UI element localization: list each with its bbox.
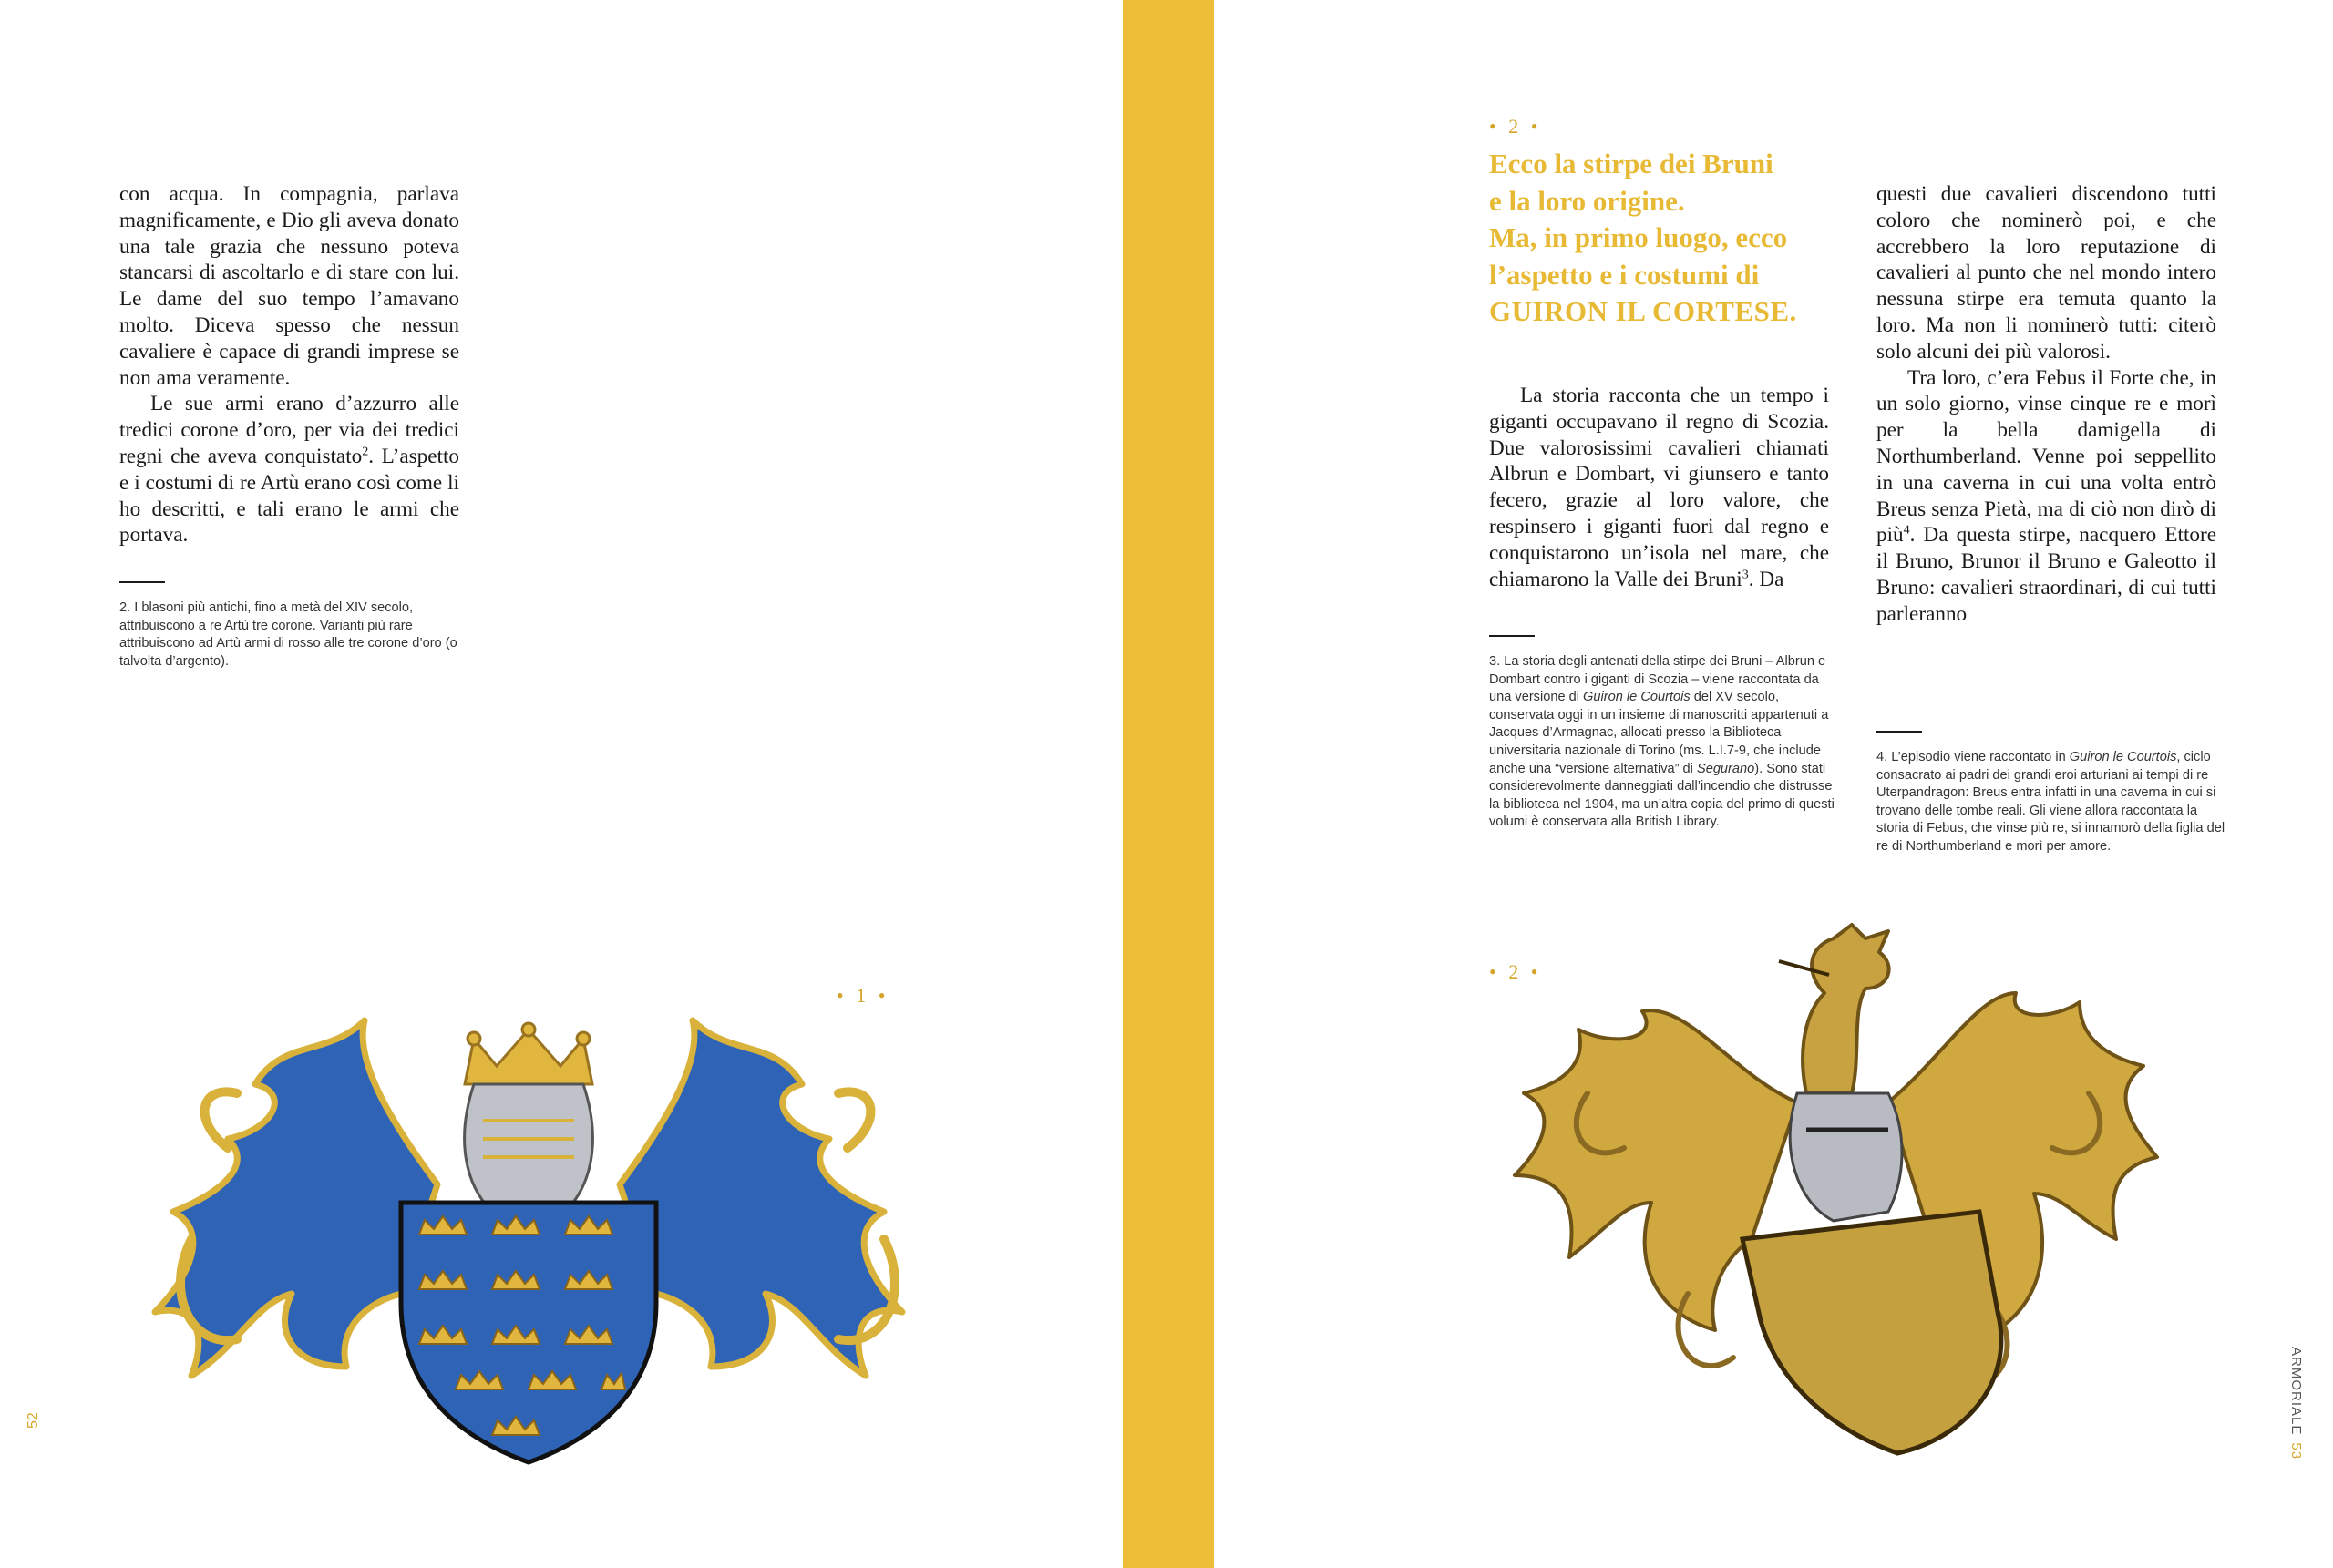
heading-line-4: l’aspetto e i costumi di — [1489, 258, 1760, 291]
footnote-ref-3[interactable]: 3 — [1742, 567, 1749, 581]
left-paragraph-1: con acqua. In compagnia, parlava magnificamente, e Dio gli aveva donato una tale grazia che nessuno poteva stancarsi di ascoltarlo e di stare con lui. Le dame del suo tempo l’amavano molto. Diceva spesso che nessun cavaliere è capace di grandi imprese se non ama veramente. — [119, 182, 459, 390]
coat-of-arms-arthur — [137, 1002, 939, 1467]
left-paragraph-2 — [119, 391, 459, 548]
coat-of-arms-guiron — [1506, 911, 2162, 1458]
right-column-2-paragraph-2-b: . Da questa stirpe, nacquero Ettore il Bruno, Brunor il Bruno e Galeotto il Bruno: cavalieri straordinari, di cui tutti parleranno — [1876, 523, 2216, 626]
footnote-4-title: Guiron le Courtois — [2069, 750, 2177, 764]
footnote-rule-2 — [119, 581, 165, 583]
right-column-1-text — [1489, 383, 1829, 592]
footnote-3-text-c: ). Sono stati considerevolmente danneggiati dall’incendio che distrusse la biblioteca nel 1904, ma un’altra copia del primo di questi volumi è conservata alla British Library. — [1489, 761, 1835, 830]
footnote-ref-4[interactable]: 4 — [1903, 523, 1910, 538]
right-page — [1214, 0, 2333, 1568]
page-number-right: 53 — [2288, 1442, 2304, 1460]
left-paragraph-3: L’aspetto e i costumi di re Artù erano così come li ho descritti, e tali erano le armi che portava. — [119, 444, 459, 548]
helmet — [1790, 1093, 1902, 1221]
left-paragraph-2-tail: . — [368, 444, 375, 468]
footnote-4-text-b: , ciclo consacrato ai padri dei grandi eroi arturiani ai tempi di re Uterpandragon: Breus entra infatti in una caverna in cui si trovano delle tombe reali. Gli viene allora raccontata la storia di Febus, che vinse più re, si innamorò della figlia del re di Northumberland e morì per amore. — [1876, 750, 2225, 854]
shield-or — [1742, 1212, 2001, 1453]
footnote-3-text-a: 3. La storia degli antenati della stirpe dei Bruni – Albrun e Dombart contro i giganti di Scozia – viene raccontata da una versione di — [1489, 654, 1826, 705]
footnote-rule-3 — [1489, 635, 1535, 637]
heading-line-2: e la loro origine. — [1489, 184, 1685, 217]
heading-line-1: Ecco la stirpe dei Bruni — [1489, 148, 1773, 179]
right-column-2-text — [1876, 181, 2216, 628]
right-column-1-paragraph — [1489, 383, 1829, 592]
right-column-2-paragraph-1: questi due cavalieri discendono tutti coloro che nominerò poi, e che accrebbero la loro reputazione di cavalieri al punto che nel mondo intero nessuna stirpe era temuta quanto la loro. Ma non li nominerò tutti: citerò solo alcuni dei più valorosi. — [1876, 182, 2216, 364]
helmet — [465, 1084, 593, 1212]
footnote-3-title-1: Guiron le Courtois — [1583, 690, 1691, 705]
right-column-2-paragraph-2-a: Tra loro, c’era Febus il Forte che, in un solo giorno, vinse cinque re e morì per la bella damigella di Northumberland. Venne poi seppellito in una caverna in cui una volta entrò Breus senza Pietà, ma di ciò non dirò di più — [1876, 365, 2216, 548]
footnote-3 — [1489, 653, 1835, 832]
dragon-crest — [1779, 925, 1889, 1093]
section-heading — [1489, 146, 1872, 331]
right-column-1-text-b: . Da — [1748, 567, 1784, 591]
running-head — [2288, 1347, 2304, 1460]
crown-crest — [465, 1023, 592, 1084]
page-number-left: 52 — [26, 1412, 41, 1429]
heading-line-3: Ma, in primo luogo, ecco — [1489, 221, 1788, 253]
footnote-4-text-a: 4. L’episodio viene raccontato in — [1876, 750, 2070, 764]
section-marker-2: • 2 • — [1489, 115, 1542, 138]
footnote-4 — [1876, 749, 2227, 856]
heading-line-5: GUIRON IL CORTESE. — [1489, 295, 1797, 327]
left-page — [0, 0, 1123, 1568]
left-body-text — [119, 181, 459, 548]
gutter-band — [1123, 0, 1214, 1568]
running-head-title: ARMORIALE — [2288, 1347, 2304, 1436]
footnote-ref-2[interactable]: 2 — [362, 445, 369, 459]
figure-marker-2: • 2 • — [1489, 960, 1542, 983]
right-column-2-paragraph-2 — [1876, 365, 2216, 628]
right-column-1-text-a: La storia racconta che un tempo i giganti occupavano il regno di Scozia. Due valorosissimi cavalieri chiamati Albrun e Dombart, vi giunsero e tanto fecero, grazie al loro valore, che respinsero i giganti fuori dal regno e conquistarono un’isola nel mare, che chiamarono la Valle dei Bruni — [1489, 384, 1829, 591]
footnote-3-text-b: del XV secolo, conservata oggi in un insieme di manoscritti appartenuti a Jacques d’Armagnac, allocati presso la Biblioteca universitaria nazionale di Torino (ms. L.I.7-9, che include anche una “versione alternativa” di — [1489, 690, 1829, 776]
footnote-2: 2. I blasoni più antichi, fino a metà del XIV secolo, attribuiscono a re Artù tre corone. Varianti più rare attribuiscono ad Artù armi di rosso alle tre corone d’oro (o talvolta d’argento). — [119, 600, 457, 669]
footnote-3-title-2: Segurano — [1696, 761, 1755, 776]
left-paragraph-2-text: Le sue armi erano d’azzurro alle tredici corone d’oro, per via dei tredici regni che aveva conquistato — [119, 392, 459, 468]
footnote-rule-4 — [1876, 731, 1922, 733]
figure-marker-1: • 1 • — [837, 984, 889, 1007]
